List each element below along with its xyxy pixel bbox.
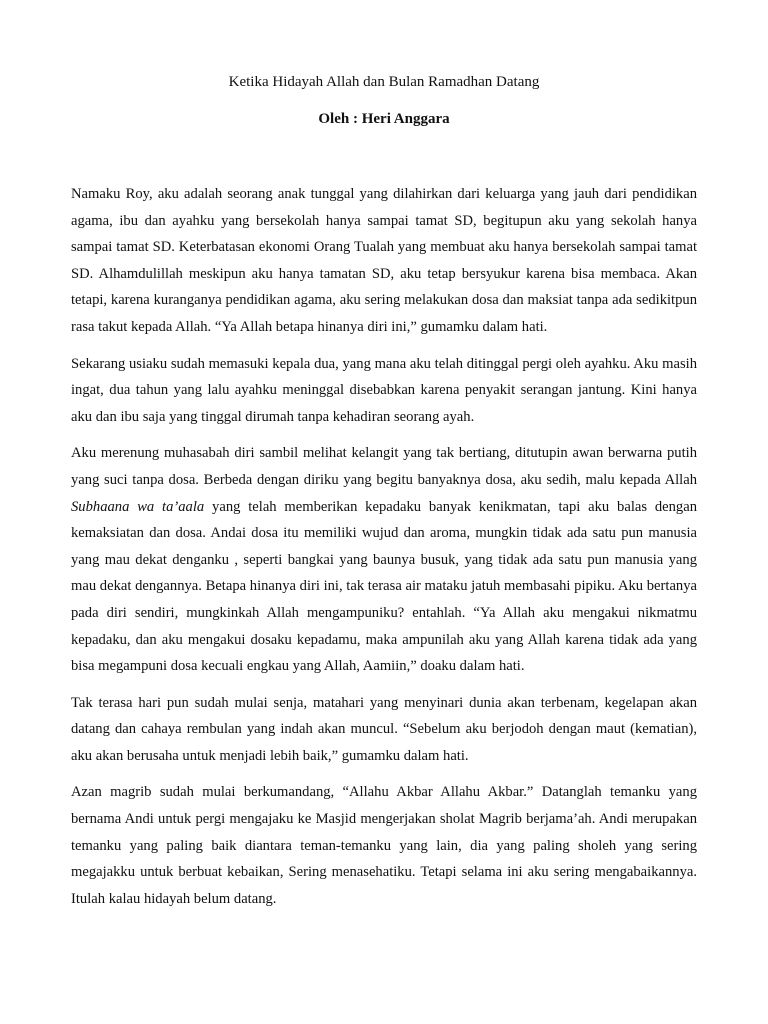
document-title: Ketika Hidayah Allah dan Bulan Ramadhan Datang	[228, 74, 540, 90]
paragraph-2: Sekarang usiaku sudah memasuki kepala dua, yang mana aku telah ditinggal pergi oleh ayahku. Aku masih ingat, dua tahun yang lalu ayahku meninggal disebabkan karena penyakit serangan jantung. Kini hanya aku dan ibu saja yang tinggal dirumah tanpa kehadiran seorang ayah.	[71, 355, 697, 425]
paragraph-1: Namaku Roy, aku adalah seorang anak tunggal yang dilahirkan dari keluarga yang jauh dari pendidikan agama, ibu dan ayahku yang bersekolah hanya sampai tamat SD, begitupun aku yang sekolah hanya sampai tamat SD. Keterbatasan ekonomi Orang Tualah yang membuat aku hanya bersekolah sampai tamat SD. Alhamdulillah meskipun aku hanya tamatan SD, aku tetap bersyukur karena bisa membaca. Akan tetapi, karena kuranganya pendidikan agama, aku sering melakukan dosa dan maksiat tanpa ada sedikitpun rasa takut kepada Allah. “Ya Allah betapa hinanya diri ini,” gumamku dalam hati.	[71, 186, 697, 335]
paragraph-3	[71, 440, 697, 679]
paragraph-5: Azan magrib sudah mulai berkumandang, “Allahu Akbar Allahu Akbar.” Datanglah temanku yang bernama Andi untuk pergi mengajaku ke Masjid mengerjakan sholat Magrib berjama’ah. Andi merupakan temanku yang paling baik diantara teman-temanku yang lain, dia yang paling sholeh yang sering megajakku untuk berbuat kebaikan, Sering menasehatiku. Tetapi selama ini aku sering mengabaikannya. Itulah kalau hidayah belum datang.	[71, 784, 697, 907]
document-author: Oleh : Heri Anggara	[318, 111, 450, 127]
paragraph-3-text-after: yang telah memberikan kepadaku banyak kenikmatan, tapi aku balas dengan kemaksiatan dan dosa. Andai dosa itu memiliki wujud dan aroma, mungkin tidak ada satu pun manusia yang mau dekat denganku , seperti bangkai yang baunya busuk, yang tidak ada satu pun manusia yang mau dekat dengannya. Betapa hinanya diri ini, tak terasa air mataku jatuh membasahi pipiku. Aku bertanya pada diri sendiri, mungkinkah Allah mengampuniku? entahlah. “Ya Allah aku mengakui nikmatmu kepadaku, dan aku mengakui dosaku kepadamu, maka ampunilah aku yang Allah karena tidak ada yang bisa megampuni dosa kecuali engkau yang Allah, Aamiin,” doaku dalam hati.	[71, 498, 698, 675]
paragraph-4: Tak terasa hari pun sudah mulai senja, matahari yang menyinari dunia akan terbenam, kegelapan akan datang dan cahaya rembulan yang indah akan muncul. “Sebelum aku berjodoh dengan maut (kematian), aku akan berusaha untuk menjadi lebih baik,” gumamku dalam hati.	[71, 694, 697, 764]
paragraph-3-text-before: Aku merenung muhasabah diri sambil melihat kelangit yang tak bertiang, ditutupin awan berwarna putih yang suci tanpa dosa. Berbeda dengan diriku yang begitu banyaknya dosa, aku sedih, malu kepada Allah	[71, 445, 697, 488]
paragraph-3-italic-phrase: Subhaana wa ta’aala	[71, 498, 205, 515]
